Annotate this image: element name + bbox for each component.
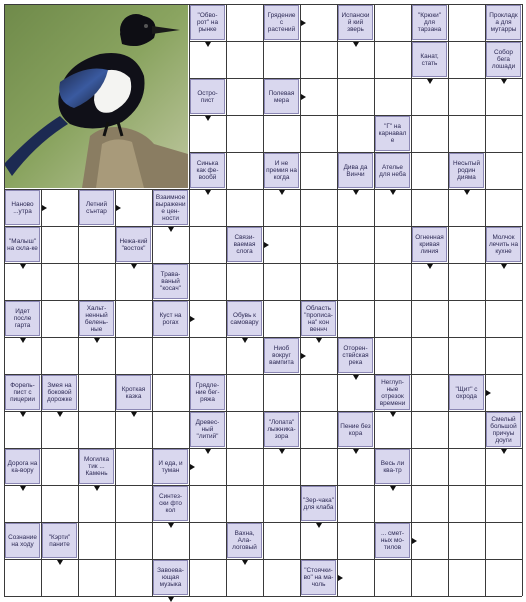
answer-cell[interactable] [411,374,448,411]
arrow-down-icon [353,449,358,454]
answer-cell[interactable] [189,226,226,263]
clue-cell [79,190,114,225]
clue-text: Трава-ваный "косач" [160,271,181,292]
answer-cell[interactable] [115,522,152,559]
grid-line-horizontal [4,374,522,375]
clue-text: Полевая мера [268,89,295,104]
answer-cell[interactable] [485,189,522,226]
answer-cell[interactable] [78,374,115,411]
grid-line-horizontal [4,411,522,412]
arrow-down-icon [353,375,358,380]
arrow-down-icon [427,264,432,269]
clue-cell [153,301,188,336]
clue-cell [227,523,262,558]
clue-cell [486,5,521,40]
clue-text: Змея на боковой дорожке [46,382,73,403]
clue-text: Ателье для неба [379,163,406,178]
magpie-image [4,4,188,188]
arrow-down-icon [20,412,25,417]
answer-cell[interactable] [374,300,411,337]
answer-cell[interactable] [448,41,485,78]
answer-cell[interactable] [115,559,152,596]
clue-text: И еда, и туман [158,459,183,474]
arrow-down-icon [242,338,247,343]
arrow-right-icon [301,94,306,99]
answer-cell[interactable] [374,78,411,115]
arrow-down-icon [57,560,62,565]
clue-cell [301,301,336,336]
arrow-down-icon [168,523,173,528]
clue-cell [264,153,299,188]
clue-cell [486,412,521,447]
answer-cell[interactable] [337,78,374,115]
clue-cell [449,153,484,188]
clue-cell [412,5,447,40]
arrow-down-icon [131,412,136,417]
grid-line-horizontal [4,559,522,560]
clue-cell [5,523,40,558]
clue-text: Несытый родин дияма [452,160,481,181]
clue-text: Огненная кривая линия [415,234,444,255]
answer-cell[interactable] [152,374,189,411]
answer-cell[interactable] [448,522,485,559]
answer-cell[interactable] [485,300,522,337]
answer-cell[interactable] [411,115,448,152]
arrow-down-icon [205,449,210,454]
clue-text: Идет после гарта [13,308,32,329]
clue-cell [153,190,188,225]
arrow-down-icon [279,190,284,195]
answer-cell[interactable] [337,485,374,522]
clue-cell [5,301,40,336]
arrow-down-icon [390,190,395,195]
answer-cell[interactable] [374,41,411,78]
answer-cell[interactable] [226,263,263,300]
grid-line-horizontal [4,522,522,523]
answer-cell[interactable] [448,485,485,522]
answer-cell[interactable] [226,78,263,115]
answer-cell[interactable] [263,559,300,596]
clue-cell [375,153,410,188]
clue-text: Дорога на ка-вору [7,459,38,474]
clue-text: Связи-ваемая слога [233,234,256,255]
clue-text: Древес-ный "литий" [195,419,220,440]
clue-text: Синтез-ски фто кол [158,493,183,514]
arrow-down-icon [242,560,247,565]
clue-cell [264,412,299,447]
crossword-grid [4,4,522,596]
answer-cell[interactable] [189,337,226,374]
arrow-right-icon [190,316,195,321]
arrow-down-icon [20,264,25,269]
clue-text: Прокладка для мутарры [489,12,518,33]
answer-cell[interactable] [448,78,485,115]
clue-cell [79,449,114,484]
arrow-right-icon [116,205,121,210]
answer-cell[interactable] [78,263,115,300]
clue-text: "Лопата" лыжника-зора [267,419,296,440]
arrow-down-icon [205,116,210,121]
answer-cell[interactable] [300,41,337,78]
answer-cell[interactable] [226,189,263,226]
answer-cell[interactable] [4,559,41,596]
answer-cell[interactable] [78,522,115,559]
answer-cell[interactable] [152,411,189,448]
clue-cell [338,5,373,40]
arrow-down-icon [501,79,506,84]
clue-cell [486,227,521,262]
answer-cell[interactable] [337,263,374,300]
clue-cell [190,5,225,40]
answer-cell[interactable] [263,374,300,411]
arrow-down-icon [316,523,321,528]
clue-cell [227,227,262,262]
clue-text: ... смет-ных мо-тилов [380,530,405,551]
answer-cell[interactable] [485,485,522,522]
answer-cell[interactable] [78,411,115,448]
clue-text: Ниоб вокруг вампита [269,345,294,366]
arrow-down-icon [353,190,358,195]
arrow-down-icon [279,449,284,454]
answer-cell[interactable] [411,152,448,189]
answer-cell[interactable] [448,115,485,152]
arrow-down-icon [94,338,99,343]
clue-text: Могилка тик ... Камень [83,456,110,477]
answer-cell[interactable] [263,485,300,522]
clue-cell [190,412,225,447]
answer-cell[interactable] [115,448,152,485]
clue-cell [153,264,188,299]
clue-text: Хальт-ненный белень-ные [84,304,109,333]
clue-text: Неглуп-ные отрезок времени [379,378,406,407]
answer-cell[interactable] [411,448,448,485]
answer-cell[interactable] [41,226,78,263]
clue-cell [375,449,410,484]
answer-cell[interactable] [485,337,522,374]
clue-cell [375,375,410,410]
clue-text: Летний сънтар [85,200,108,215]
clue-text: Смелый большой причуы доуги [490,415,517,444]
arrow-down-icon [168,227,173,232]
clue-cell [5,190,40,225]
answer-cell[interactable] [448,559,485,596]
answer-cell[interactable] [374,226,411,263]
answer-cell[interactable] [189,559,226,596]
arrow-down-icon [20,338,25,343]
answer-cell[interactable] [115,485,152,522]
clue-cell [338,338,373,373]
arrow-right-icon [301,353,306,358]
arrow-right-icon [190,464,195,469]
answer-cell[interactable] [411,485,448,522]
answer-cell[interactable] [485,559,522,596]
clue-cell [5,227,40,262]
grid-line-horizontal [189,78,522,79]
clue-text: Дива да Винчи [343,163,368,178]
answer-cell[interactable] [41,485,78,522]
answer-cell[interactable] [226,41,263,78]
grid-line-vertical [152,189,153,596]
answer-cell[interactable] [263,115,300,152]
answer-cell[interactable] [263,300,300,337]
answer-cell[interactable] [226,115,263,152]
answer-cell[interactable] [300,411,337,448]
arrow-down-icon [205,190,210,195]
clue-cell [190,153,225,188]
answer-cell[interactable] [337,522,374,559]
answer-cell[interactable] [411,559,448,596]
answer-cell[interactable] [300,448,337,485]
clue-text: Нежа-кий "восток" [119,237,148,252]
answer-cell[interactable] [263,522,300,559]
clue-cell [264,338,299,373]
clue-text: Область "прописа-на" кон веннч [304,304,333,333]
clue-cell [190,375,225,410]
answer-cell[interactable] [448,226,485,263]
answer-cell[interactable] [152,337,189,374]
answer-cell[interactable] [411,189,448,226]
clue-cell [412,42,447,77]
clue-cell [153,449,188,484]
answer-cell[interactable] [263,263,300,300]
answer-cell[interactable] [448,448,485,485]
clue-text: Форель-пист с пицерии [10,382,35,403]
arrow-right-icon [412,538,417,543]
answer-cell[interactable] [300,189,337,226]
clue-text: Завоева-ющая музыка [157,567,184,588]
answer-cell[interactable] [78,226,115,263]
clue-text: "Зер-чака" для клаба [303,496,335,511]
clue-text: Сознание на ходу [8,533,37,548]
magpie-photo [4,4,189,189]
clue-cell [375,116,410,151]
clue-cell [449,375,484,410]
arrow-down-icon [316,338,321,343]
answer-cell[interactable] [337,300,374,337]
clue-text: Молчок лечить на кухне [488,234,519,255]
arrow-down-icon [20,486,25,491]
answer-cell[interactable] [226,448,263,485]
clue-cell [116,375,151,410]
arrow-down-icon [131,264,136,269]
answer-cell[interactable] [226,4,263,41]
clue-cell [301,486,336,521]
arrow-down-icon [427,79,432,84]
arrow-down-icon [94,486,99,491]
answer-cell[interactable] [300,226,337,263]
clue-cell [486,42,521,77]
answer-cell[interactable] [41,263,78,300]
clue-cell [190,79,225,114]
clue-text: Вахна, Ала-логовый [232,530,257,551]
answer-cell[interactable] [115,300,152,337]
answer-cell[interactable] [411,337,448,374]
clue-text: Взаимное выражение цен-ности [155,193,186,222]
answer-cell[interactable] [485,522,522,559]
clue-cell [227,301,262,336]
clue-text: Пение без кора [340,422,371,437]
clue-text: И не премия на когда [266,160,297,181]
grid-line-horizontal [4,337,522,338]
grid-line-horizontal [4,596,522,597]
arrow-right-icon [301,20,306,25]
clue-text: Куст на рогах [159,311,182,326]
grid-line-horizontal [189,115,522,116]
clue-text: "Малыш" на скла-ке [7,237,38,252]
clue-cell [375,523,410,558]
answer-cell[interactable] [374,559,411,596]
clue-text: Наново ...утра [11,200,34,215]
answer-cell[interactable] [448,337,485,374]
clue-cell [116,227,151,262]
answer-cell[interactable] [374,4,411,41]
answer-cell[interactable] [448,4,485,41]
arrow-down-icon [57,412,62,417]
arrow-down-icon [501,449,506,454]
clue-cell [301,560,336,595]
clue-cell [153,486,188,521]
clue-cell [42,523,77,558]
clue-text: Канат, стать [420,52,439,67]
answer-cell[interactable] [374,263,411,300]
answer-cell[interactable] [226,152,263,189]
answer-cell[interactable] [374,337,411,374]
grid-line-horizontal [4,485,522,486]
answer-cell[interactable] [226,411,263,448]
clue-text: "Г" на карнавале [378,123,407,144]
clue-cell [338,153,373,188]
clue-text: Синька как фе-вообй [196,160,219,181]
clue-cell [264,5,299,40]
arrow-down-icon [390,412,395,417]
clue-cell [338,412,373,447]
clue-text: Грядение с растений [267,12,296,33]
answer-cell[interactable] [485,152,522,189]
clue-text: "Щит" с охрода [455,385,478,400]
clue-cell [5,375,40,410]
grid-line-vertical [78,189,79,596]
answer-cell[interactable] [189,522,226,559]
clue-text: "Крюки" для тарзана [417,12,442,33]
answer-cell[interactable] [485,115,522,152]
arrow-down-icon [390,486,395,491]
answer-cell[interactable] [411,411,448,448]
arrow-right-icon [338,575,343,580]
clue-text: "Обво-рот" на рынке [196,12,219,33]
arrow-down-icon [205,42,210,47]
answer-cell[interactable] [300,374,337,411]
answer-cell[interactable] [448,300,485,337]
answer-cell[interactable] [300,115,337,152]
answer-cell[interactable] [263,41,300,78]
arrow-right-icon [264,242,269,247]
arrow-down-icon [353,42,358,47]
answer-cell[interactable] [448,411,485,448]
answer-cell[interactable] [41,300,78,337]
clue-cell [412,227,447,262]
answer-cell[interactable] [337,226,374,263]
answer-cell[interactable] [300,152,337,189]
answer-cell[interactable] [448,263,485,300]
answer-cell[interactable] [189,485,226,522]
answer-cell[interactable] [337,115,374,152]
clue-cell [153,560,188,595]
answer-cell[interactable] [115,337,152,374]
clue-text: Оторен-ствйская река [342,345,369,366]
clue-cell [264,79,299,114]
answer-cell[interactable] [189,263,226,300]
clue-text: "Кэрти" паните [48,533,71,548]
answer-cell[interactable] [226,374,263,411]
answer-cell[interactable] [41,448,78,485]
answer-cell[interactable] [78,559,115,596]
clue-text: Испанский кий зверь [341,12,370,33]
clue-cell [79,301,114,336]
clue-text: Грядле-ние бег-ряжа [195,382,220,403]
arrow-right-icon [42,205,47,210]
answer-cell[interactable] [411,300,448,337]
clue-text: Обувь к самовару [230,311,259,326]
clue-text: Остро-пист [197,89,218,104]
clue-text: Весь ли ква-тр [380,459,405,474]
arrow-down-icon [464,190,469,195]
clue-cell [5,449,40,484]
answer-cell[interactable] [41,337,78,374]
clue-text: Кроткая казка [121,385,146,400]
grid-line-horizontal [4,263,522,264]
clue-text: Собор бега лошади [491,49,516,70]
clue-cell [42,375,77,410]
clue-text: "Стоячки-во" на ма-чоль [303,567,334,588]
arrow-right-icon [486,390,491,395]
answer-cell[interactable] [300,263,337,300]
answer-cell[interactable] [226,485,263,522]
arrow-down-icon [501,264,506,269]
